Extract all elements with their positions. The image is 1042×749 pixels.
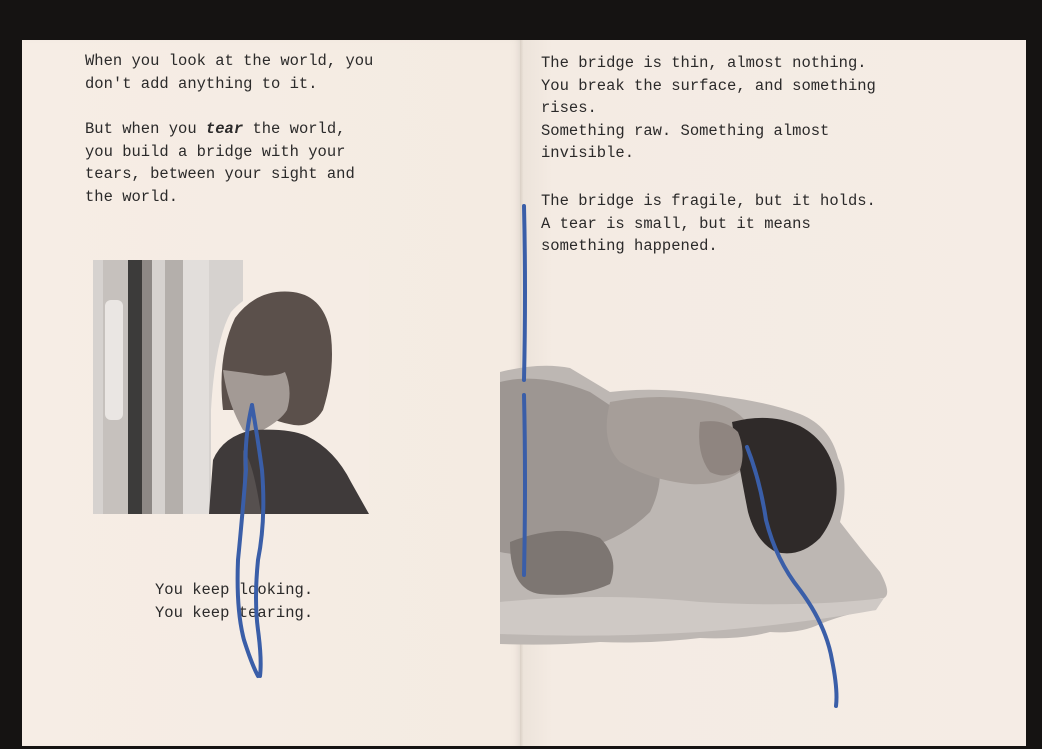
woman-photo — [500, 362, 892, 658]
left-caption: You keep looking. You keep tearing. — [155, 581, 314, 622]
emphasis-word: tear — [205, 120, 244, 138]
left-paragraph-2-end: the world, you build a bridge with your tears, between your sight and the world. — [85, 120, 355, 206]
left-paragraph-2-start: But when you — [85, 120, 206, 138]
right-paragraph-2: The bridge is fragile, but it holds. A tear is small, but it means something happened. — [541, 192, 876, 255]
boy-photo — [93, 260, 369, 514]
left-paragraph-1: When you look at the world, you don't add anything to it. — [85, 52, 374, 93]
left-paragraph-2 — [85, 118, 355, 208]
right-paragraph-1: The bridge is thin, almost nothing. You break the surface, and something rises. Something raw. Something almost invisible. — [541, 54, 876, 162]
